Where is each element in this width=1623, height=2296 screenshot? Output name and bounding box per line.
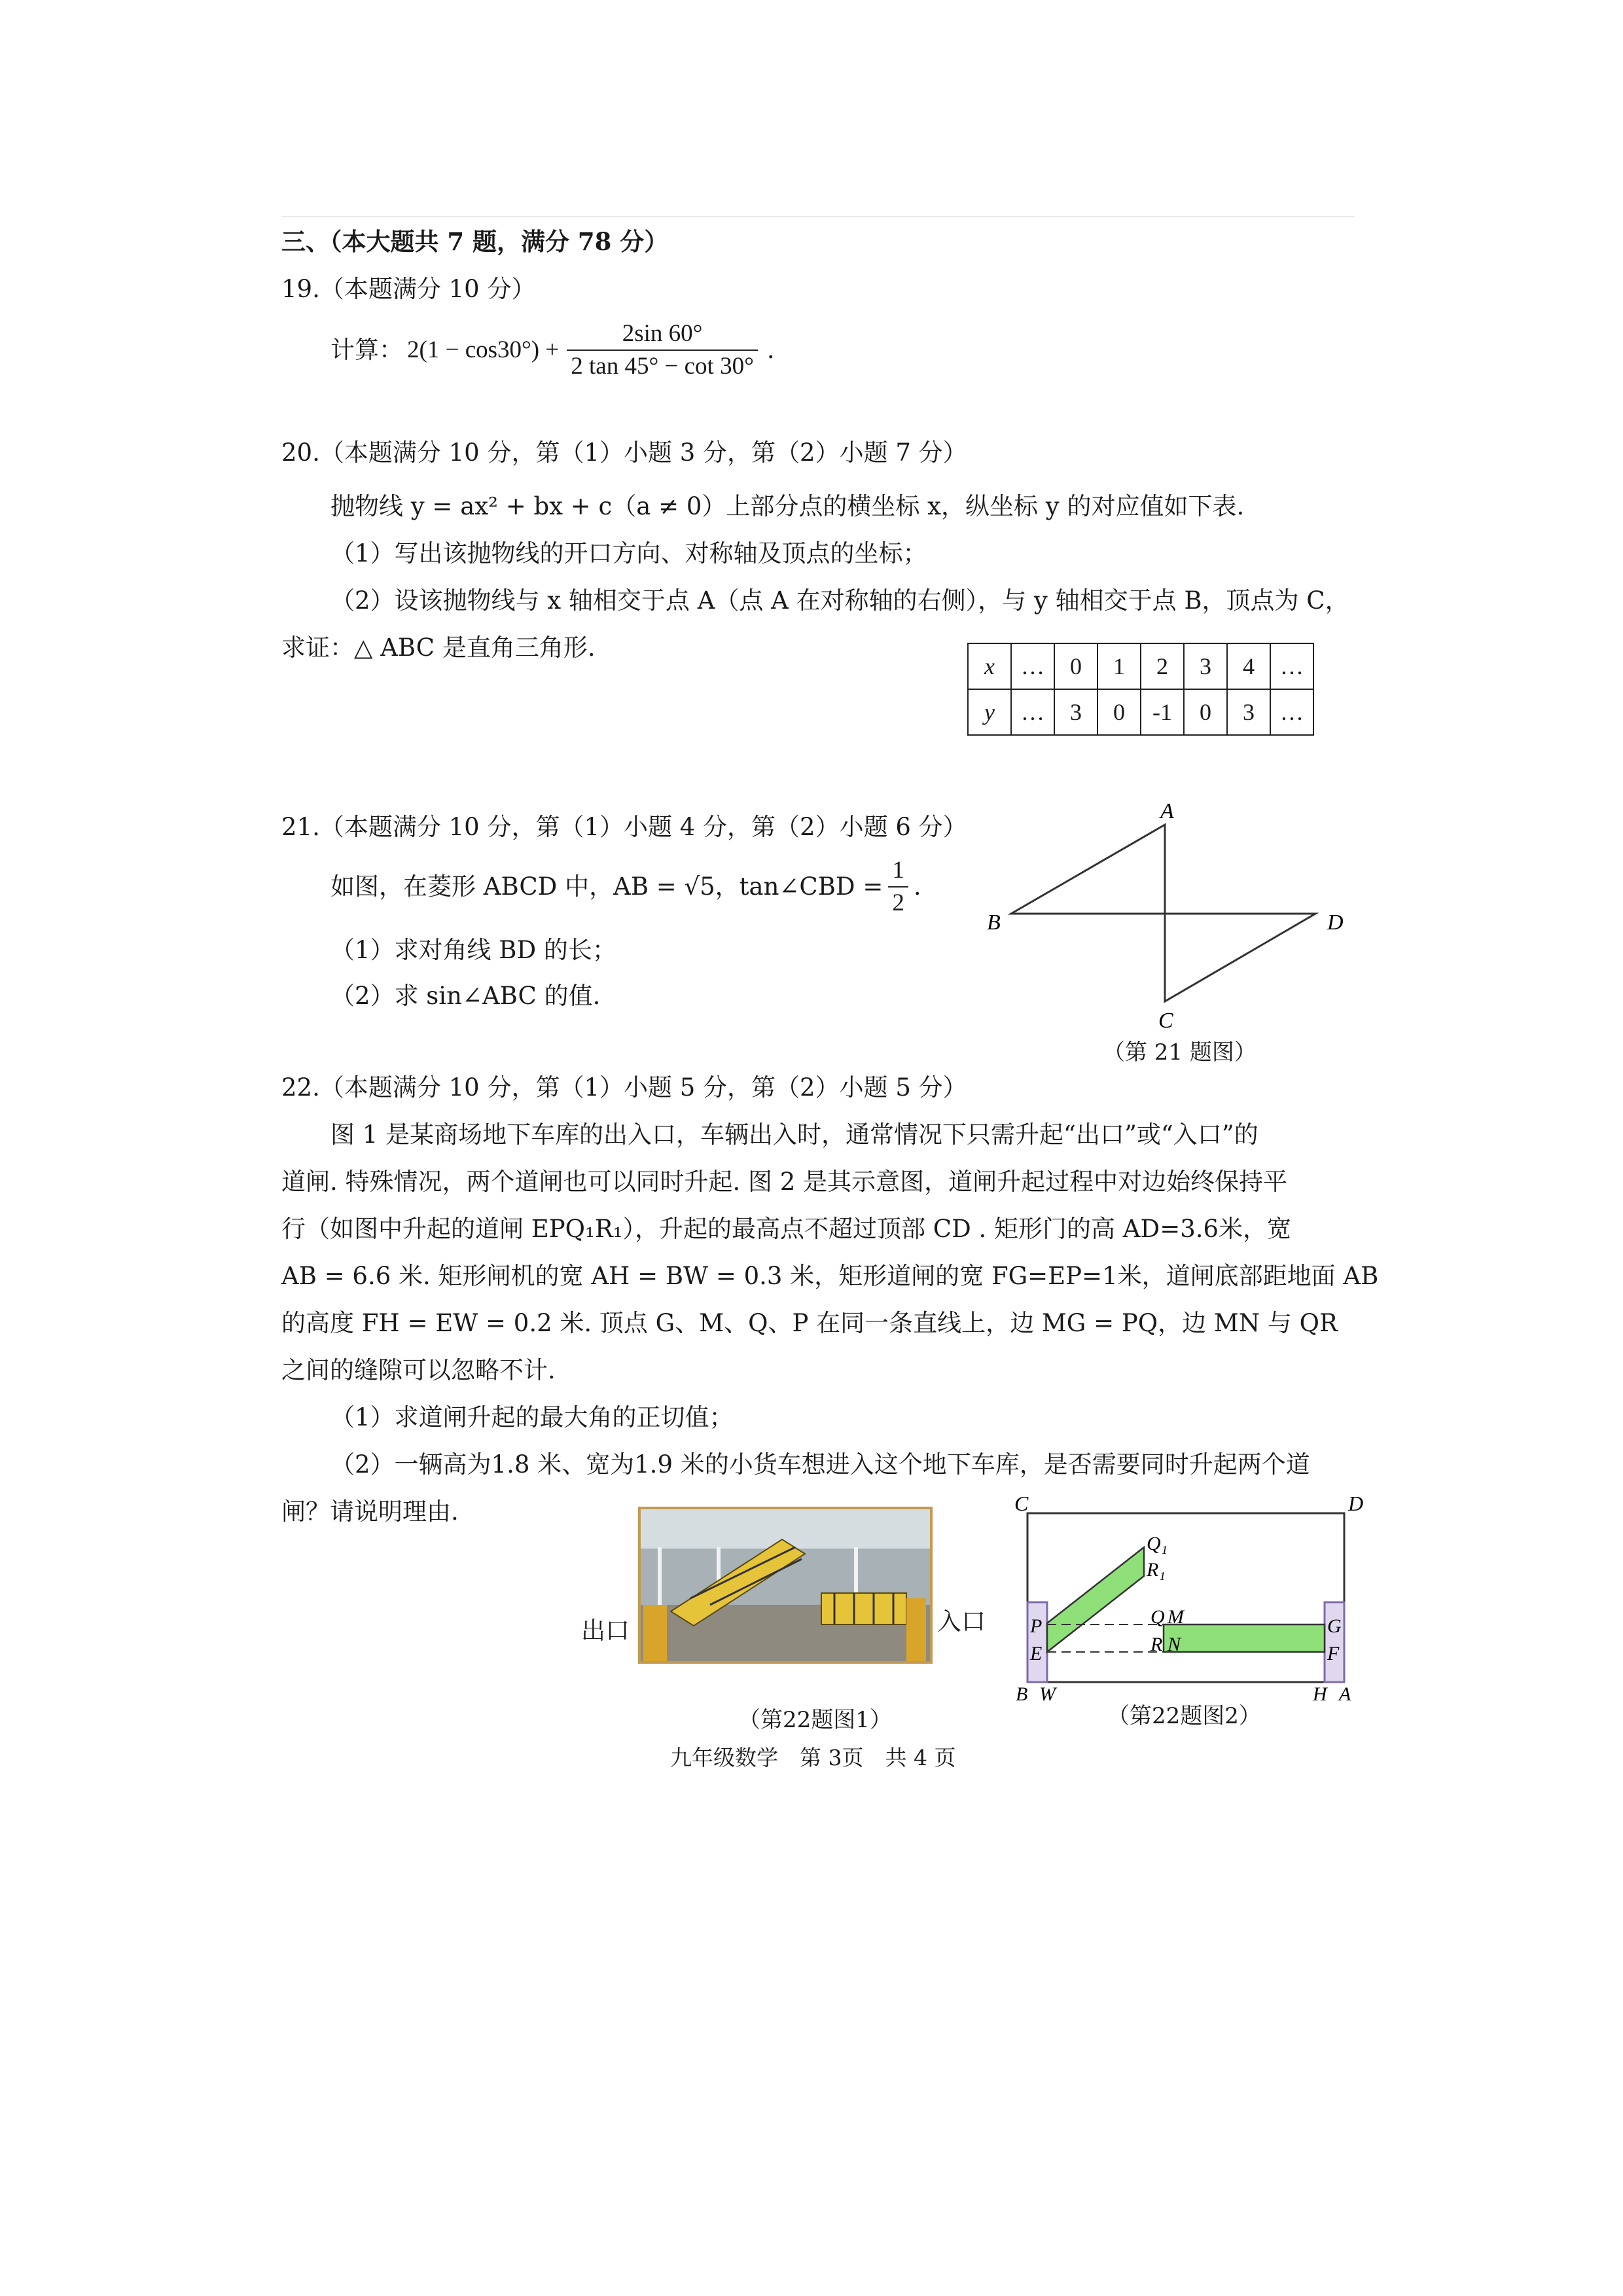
table-cell: 4 (1227, 643, 1270, 689)
q19-expr-left: 2(1 − cos30°) + (407, 336, 560, 363)
q22-line: 的高度 FH = EW = 0.2 米. 顶点 G、M、Q、P 在同一条直线上，边 MG = PQ，边 MN 与 QR (281, 1309, 1338, 1337)
q19-denominator: 2 tan 45° − cot 30° (571, 353, 754, 380)
left-gate-machine (1027, 1602, 1047, 1682)
table-cell: … (1011, 689, 1054, 735)
q21-frac-num: 1 (888, 855, 908, 888)
point-label-n: N (1168, 1634, 1181, 1655)
q21-header: 21.（本题满分 10 分，第（1）小题 4 分，第（2）小题 6 分） (281, 813, 967, 841)
point-label-r: R (1150, 1634, 1163, 1655)
fig1-garage-photo (638, 1507, 933, 1664)
q22-line: AB = 6.6 米. 矩形闸机的宽 AH = BW = 0.3 米，矩形道闸的宽 FG=EP=1米，道闸底部距地面 AB (281, 1262, 1379, 1290)
vertex-label-b: B (987, 910, 1001, 935)
point-label-m: M (1168, 1606, 1184, 1628)
table-row-x (968, 643, 1313, 689)
point-label-c: C (1014, 1494, 1029, 1515)
q19-header: 19.（本题满分 10 分） (281, 275, 536, 303)
q21-intro: 如图，在菱形 ABCD 中，AB = √5，tan∠CBD = (330, 872, 883, 901)
point-label-g: G (1327, 1615, 1342, 1637)
point-label-e: E (1030, 1643, 1043, 1664)
q22-part1: （1）求道闸升起的最大角的正切值； (330, 1403, 734, 1431)
top-rule (281, 216, 1355, 217)
table-cell: … (1270, 643, 1313, 689)
fig2-gate-schematic (1001, 1494, 1368, 1703)
table-cell: 3 (1184, 643, 1227, 689)
q22-line: 行（如图中升起的道闸 EPQ₁R₁），升起的最高点不超过顶部 CD . 矩形门的高 AD=3.6米，宽 (281, 1215, 1292, 1243)
q21-fraction (888, 855, 908, 919)
point-label-w: W (1039, 1683, 1056, 1703)
q21-caption: （第 21 题图） (1103, 1039, 1257, 1066)
pillar (658, 1547, 662, 1606)
point-label-r1: R₁ (1147, 1559, 1166, 1581)
q21-end: . (913, 872, 921, 901)
left-gate-machine (643, 1605, 667, 1661)
table-cell: y (968, 689, 1011, 735)
q20-intro: 抛物线 y = ax² + bx + c（a ≠ 0）上部分点的横坐标 x，纵坐标 y 的对应值如下表. (330, 492, 1245, 520)
q22-line: 图 1 是某商场地下车库的出入口，车辆出入时，通常情况下只需升起“出口”或“入口”的 (330, 1121, 1258, 1149)
table-cell: -1 (1141, 689, 1184, 735)
q20-value-table (967, 643, 1314, 736)
fig1-caption: （第22题图1） (738, 1707, 892, 1733)
point-label-q1: Q₁ (1147, 1533, 1168, 1554)
q20-part1: （1）写出该抛物线的开口方向、对称轴及顶点的坐标； (330, 539, 927, 567)
raised-gate (1047, 1547, 1144, 1652)
vertex-label-c: C (1158, 1009, 1173, 1033)
table-cell: 0 (1184, 689, 1227, 735)
q20-part2-line2: 求证：△ ABC 是直角三角形. (281, 634, 596, 662)
table-cell: … (1011, 643, 1054, 689)
point-label-d: D (1348, 1494, 1364, 1515)
q20-header: 20.（本题满分 10 分，第（1）小题 3 分，第（2）小题 7 分） (281, 439, 967, 467)
table-cell: 0 (1097, 689, 1141, 735)
q22-line: 道闸. 特殊情况，两个道闸也可以同时升起. 图 2 是其示意图，道闸升起过程中对边始终保持平 (281, 1168, 1288, 1196)
q22-part2-line1: （2）一辆高为1.8 米、宽为1.9 米的小货车想进入这个地下车库，是否需要同时升起两个道 (330, 1450, 1310, 1479)
q19-expression (330, 314, 775, 386)
fig2-caption: （第22题图2） (1107, 1703, 1261, 1729)
q21-frac-den: 2 (892, 889, 904, 916)
table-cell: 3 (1227, 689, 1270, 735)
door-rectangle (1027, 1513, 1344, 1682)
fig1-entrance-label: 入口 (937, 1607, 986, 1636)
table-cell: 1 (1097, 643, 1141, 689)
point-label-f: F (1327, 1643, 1340, 1664)
q20-part2-line1: （2）设该抛物线与 x 轴相交于点 A（点 A 在对称轴的右侧），与 y 轴相交于点 B，顶点为 C， (330, 586, 1349, 615)
point-label-p: P (1030, 1615, 1043, 1637)
table-row-y (968, 689, 1313, 735)
q19-numerator: 2sin 60° (567, 318, 758, 351)
table-cell: x (968, 643, 1011, 689)
right-gate-machine (1325, 1602, 1344, 1682)
right-gate-machine (906, 1598, 926, 1661)
table-cell: 3 (1054, 689, 1097, 735)
q19-end: . (766, 336, 775, 364)
page-footer: 九年级数学 第 3页 共 4 页 (670, 1745, 956, 1770)
point-label-q: Q (1150, 1606, 1165, 1628)
q21-rhombus-figure (975, 804, 1361, 1066)
point-label-h: H (1313, 1683, 1327, 1703)
vertex-label-d: D (1327, 910, 1344, 935)
point-label-b: B (1016, 1683, 1028, 1703)
table-cell: 2 (1141, 643, 1184, 689)
q21-intro-line (330, 851, 921, 923)
table-cell: 0 (1054, 643, 1097, 689)
q22-header: 22.（本题满分 10 分，第（1）小题 5 分，第（2）小题 5 分） (281, 1073, 967, 1102)
fig1-exit-label: 出口 (581, 1617, 630, 1645)
table-cell: … (1270, 689, 1313, 735)
q19-fraction (567, 318, 758, 382)
point-label-a: A (1339, 1683, 1351, 1703)
vertex-label-a: A (1160, 804, 1174, 823)
q21-part1: （1）求对角线 BD 的长； (330, 936, 616, 964)
q21-part2: （2）求 sin∠ABC 的值. (330, 982, 601, 1010)
q22-line: 之间的缝隙可以忽略不计. (281, 1356, 556, 1384)
q19-label: 计算： (330, 336, 403, 364)
section-heading: 三、（本大题共 7 题，满分 78 分） (281, 227, 669, 256)
lowered-gate (1164, 1624, 1325, 1652)
q22-part2-line2: 闸？请说明理由. (281, 1498, 459, 1526)
